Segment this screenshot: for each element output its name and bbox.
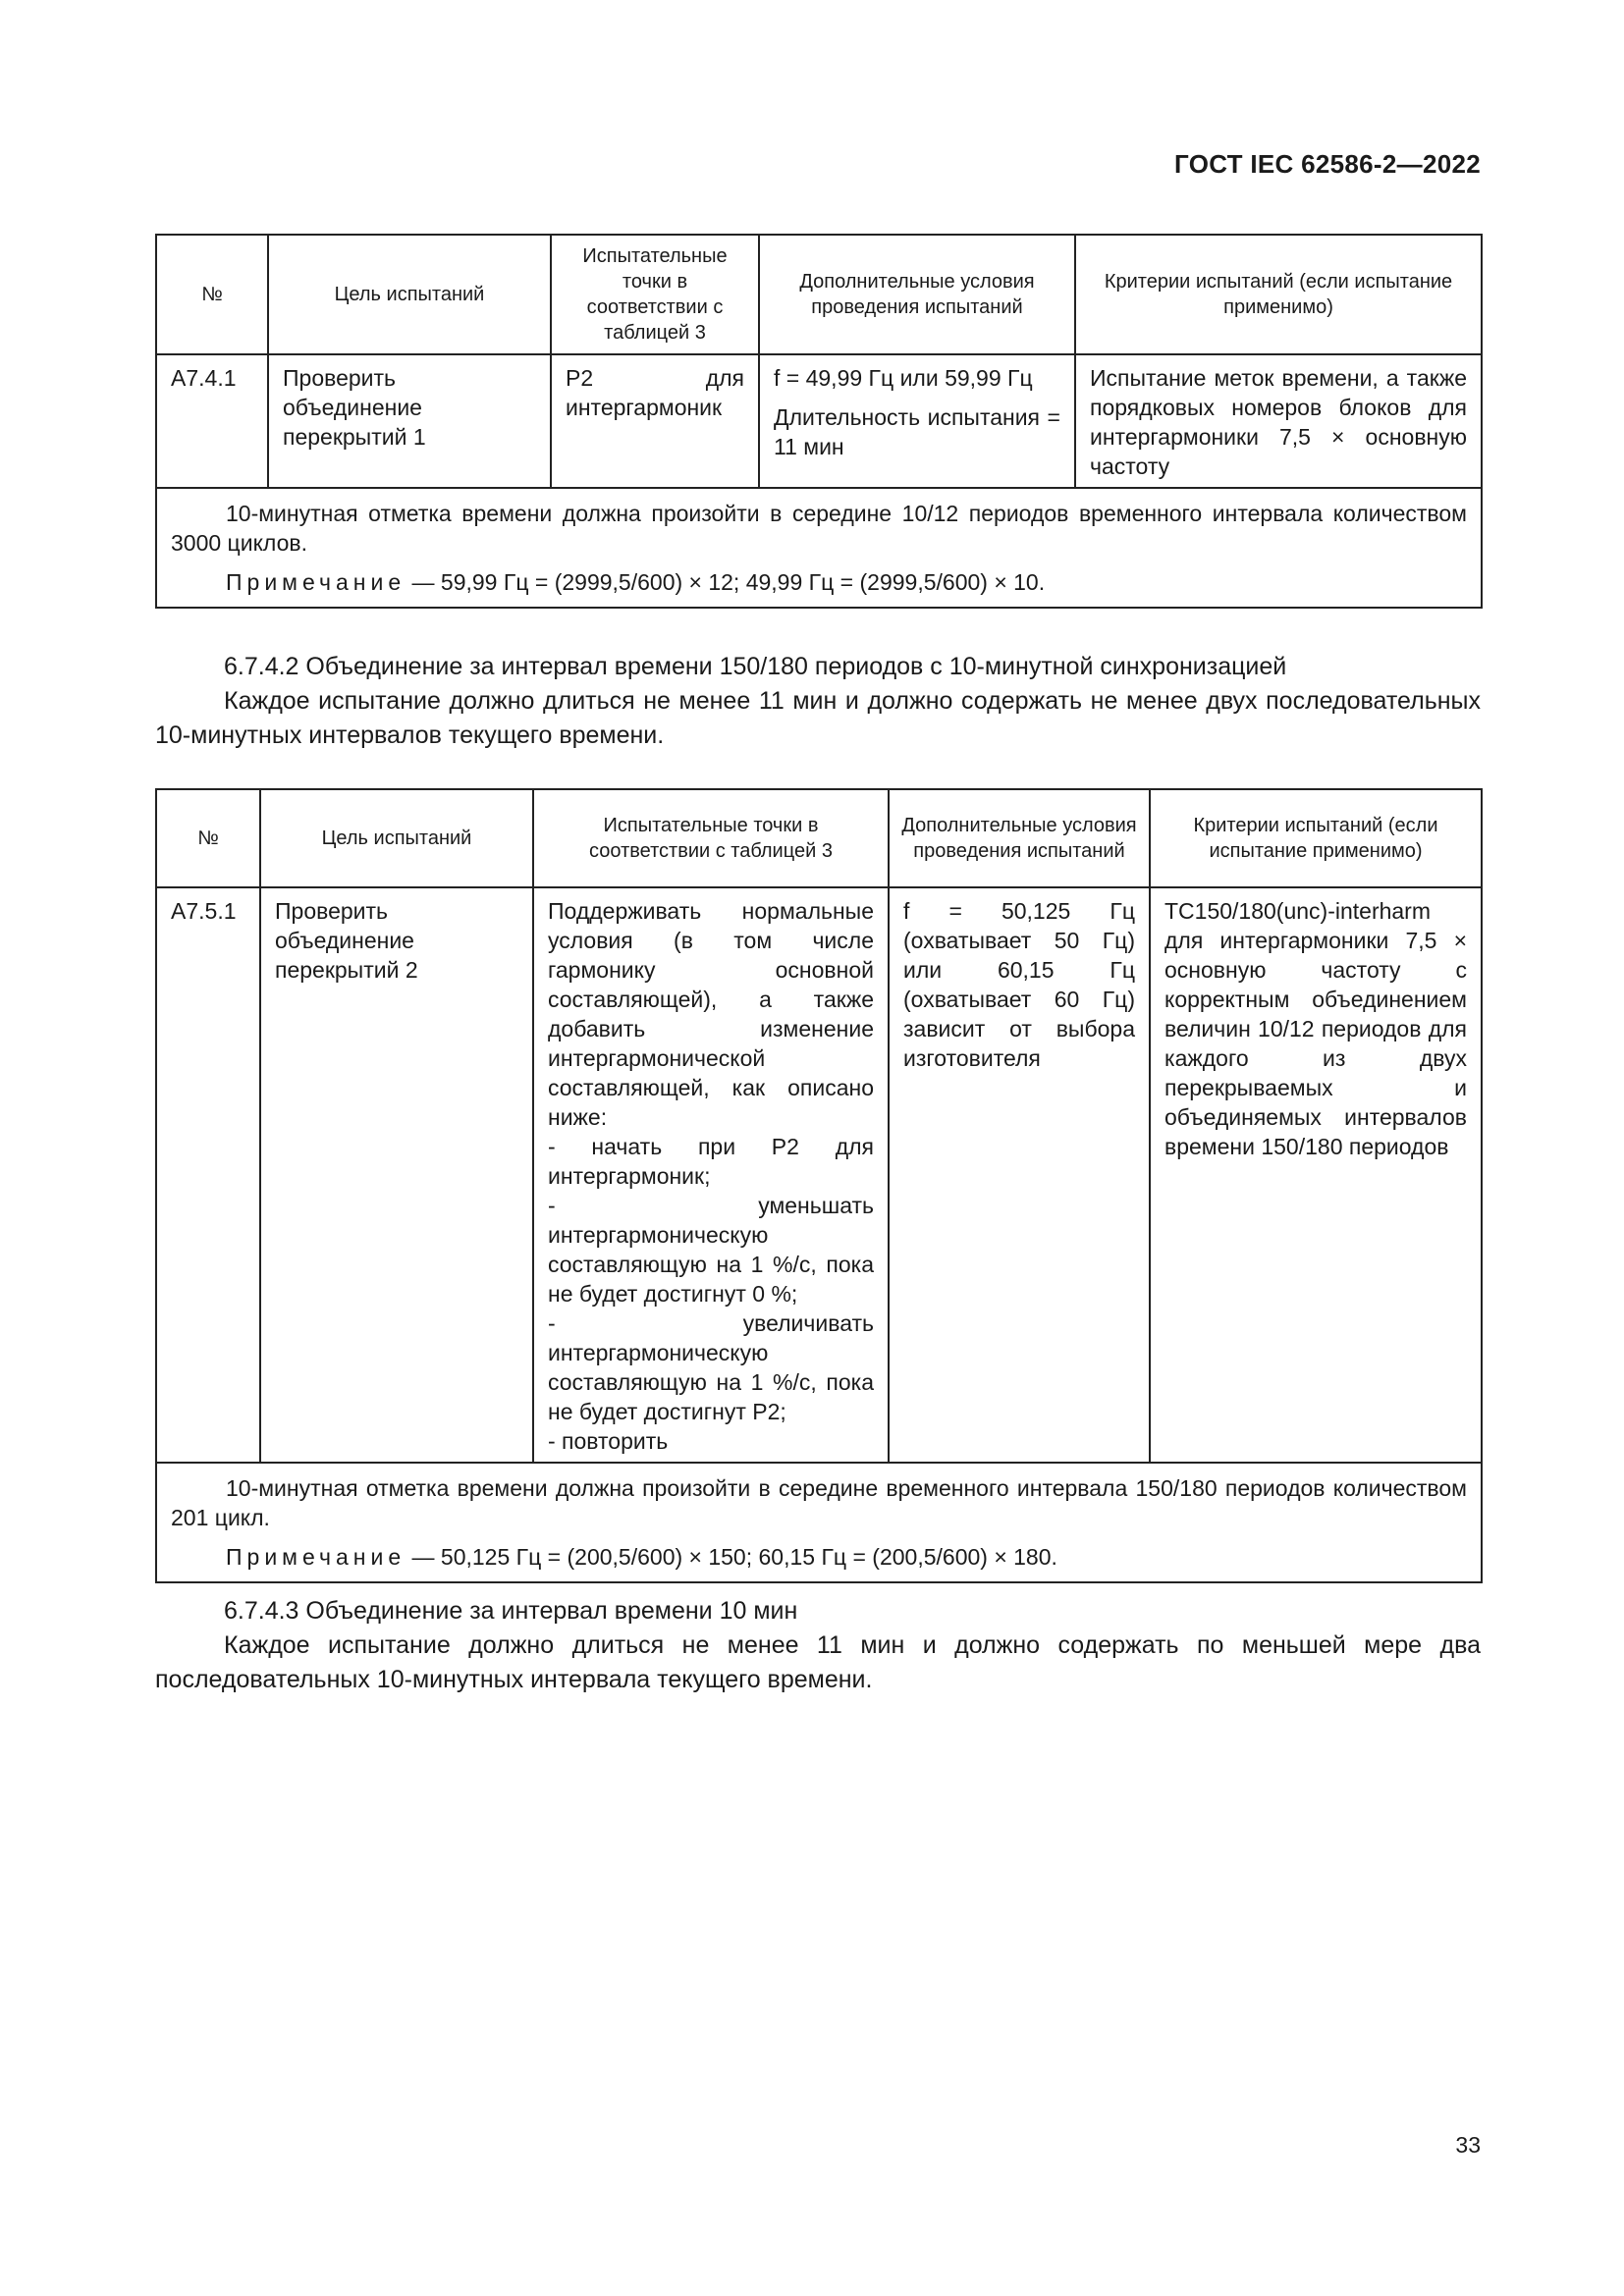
- test-table-2: [155, 788, 1483, 1583]
- section-heading: 6.7.4.3 Объединение за интервал времени 10 мин: [224, 1597, 798, 1625]
- points-step: - повторить: [548, 1428, 669, 1454]
- table-footer-row: [156, 488, 1482, 608]
- row-points: [533, 887, 889, 1463]
- note-text: — 59,99 Гц = (2999,5/600) × 12; 49,99 Гц = (2999,5/600) × 10.: [411, 569, 1046, 595]
- header-criteria: Критерии испытаний (если испытание применимо): [1150, 789, 1482, 887]
- section-heading: 6.7.4.2 Объединение за интервал времени 150/180 периодов с 10-минутной синхронизацией: [224, 653, 1287, 680]
- header-num: №: [156, 789, 260, 887]
- table-footer-row: [156, 1463, 1482, 1582]
- row-points: Р2 для интергармоник: [551, 354, 759, 488]
- header-criteria: Критерии испытаний (если испытание применимо): [1075, 235, 1482, 354]
- table-note: [171, 567, 1467, 597]
- footer-text: 10-минутная отметка времени должна произойти в середине 10/12 периодов временного интервала количеством 3000 циклов.: [171, 501, 1467, 556]
- row-num: A7.4.1: [156, 354, 268, 488]
- row-conditions: [759, 354, 1075, 488]
- note-label: Примечание: [226, 1544, 406, 1570]
- row-conditions: f = 50,125 Гц (охватывает 50 Гц) или 60,15 Гц (охватывает 60 Гц) зависит от выбора изготовителя: [889, 887, 1150, 1463]
- section-text: Каждое испытание должно длиться не менее 11 мин и должно содержать по меньшей мере два последовательных 10-минутных интервала текущего времени.: [155, 1631, 1481, 1693]
- condition-duration: Длительность испытания = 11 мин: [774, 404, 1060, 459]
- note-text: — 50,125 Гц = (200,5/600) × 150; 60,15 Гц = (200,5/600) × 180.: [411, 1544, 1057, 1570]
- section-6742: [155, 650, 1481, 753]
- table-footer: [156, 488, 1482, 608]
- table-header-row: [156, 789, 1482, 887]
- points-step: - увеличивать интергармоническую составляющую на 1 %/с, пока не будет достигнут Р2;: [548, 1310, 874, 1424]
- header-conditions: Дополнительные условия проведения испытаний: [759, 235, 1075, 354]
- header-conditions: Дополнительные условия проведения испытаний: [889, 789, 1150, 887]
- header-goal: Цель испытаний: [268, 235, 551, 354]
- section-text: Каждое испытание должно длиться не менее 11 мин и должно содержать не менее двух последовательных 10-минутных интервалов текущего времени.: [155, 687, 1481, 749]
- points-step: - начать при Р2 для интергармоник;: [548, 1134, 874, 1189]
- header-goal: Цель испытаний: [260, 789, 533, 887]
- header-num: №: [156, 235, 268, 354]
- document-id-header: ГОСТ IEC 62586-2—2022: [1174, 149, 1481, 179]
- row-num: A7.5.1: [156, 887, 260, 1463]
- row-goal: Проверить объединение перекрытий 1: [268, 354, 551, 488]
- table-row: [156, 887, 1482, 1463]
- section-6743: [155, 1594, 1481, 1697]
- points-intro: Поддерживать нормальные условия (в том числе гармонику основной составляющей), а также добавить изменение интергармонической составляющей, как описано ниже:: [548, 898, 874, 1130]
- table-header-row: [156, 235, 1482, 354]
- table-footer: [156, 1463, 1482, 1582]
- note-label: Примечание: [226, 569, 406, 595]
- page-number: 33: [1455, 2132, 1481, 2158]
- footer-text: 10-минутная отметка времени должна произойти в середине временного интервала 150/180 периодов количеством 201 цикл.: [171, 1475, 1467, 1530]
- points-step: - уменьшать интергармоническую составляющую на 1 %/с, пока не будет достигнут 0 %;: [548, 1193, 874, 1307]
- row-criteria: Испытание меток времени, а также порядковых номеров блоков для интергармоники 7,5 × основную частоту: [1075, 354, 1482, 488]
- header-points: Испытательные точки в соответствии с таблицей 3: [533, 789, 889, 887]
- table-row: [156, 354, 1482, 488]
- header-points: Испытательные точки в соответствии с таблицей 3: [551, 235, 759, 354]
- row-goal: Проверить объединение перекрытий 2: [260, 887, 533, 1463]
- table-note: [171, 1542, 1467, 1572]
- row-criteria: TC150/180(unc)-interharm для интергармоники 7,5 × основную частоту с корректным объединением величин 10/12 периодов для каждого из двух перекрываемых и объединяемых интервалов времени 150/180 периодов: [1150, 887, 1482, 1463]
- condition-frequency: f = 49,99 Гц или 59,99 Гц: [774, 365, 1033, 391]
- test-table-1: [155, 234, 1483, 609]
